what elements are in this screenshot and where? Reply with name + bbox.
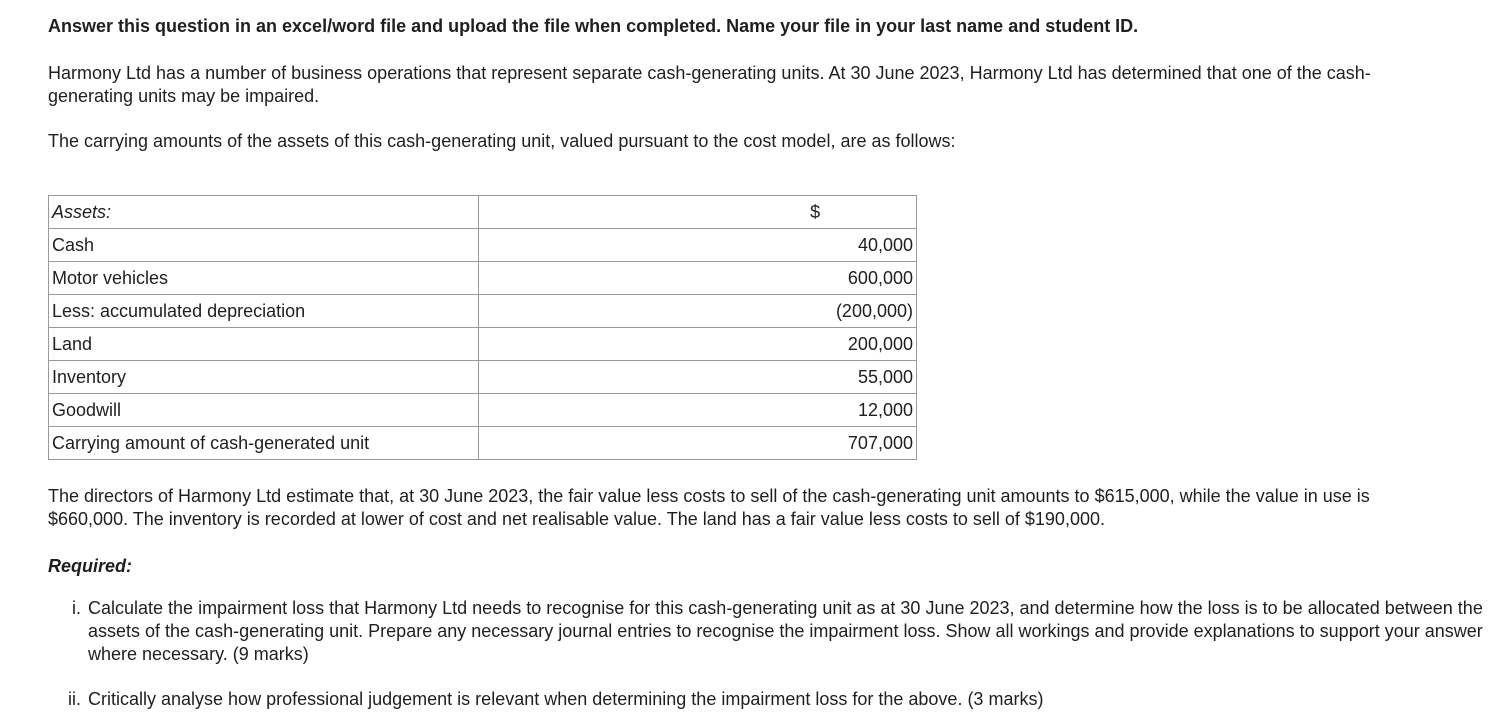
requirement-number: i. — [72, 598, 81, 618]
requirement-number: ii. — [68, 689, 81, 709]
row-label: Inventory — [49, 361, 479, 394]
requirement-item — [68, 597, 1488, 666]
instruction-text: Answer this question in an excel/word file and upload the file when completed. Name your file in your last name and student ID. — [48, 16, 1139, 36]
table-row — [49, 394, 917, 427]
row-amount: 707,000 — [479, 427, 917, 460]
table-row — [49, 295, 917, 328]
table-header-row — [49, 196, 917, 229]
row-label: Goodwill — [49, 394, 479, 427]
table-row — [49, 328, 917, 361]
row-label: Cash — [49, 229, 479, 262]
row-label: Carrying amount of cash-generated unit — [49, 427, 479, 460]
required-heading: Required: — [48, 556, 133, 576]
currency-header-cell: $ — [479, 196, 917, 229]
table-row — [49, 361, 917, 394]
row-amount: 12,000 — [479, 394, 917, 427]
row-amount: 55,000 — [479, 361, 917, 394]
row-label: Less: accumulated depreciation — [49, 295, 479, 328]
row-label: Motor vehicles — [49, 262, 479, 295]
requirement-item — [68, 688, 1488, 711]
requirement-text: Critically analyse how professional judgement is relevant when determining the impairment loss for the above. (3 marks) — [88, 689, 1044, 709]
requirement-text: Calculate the impairment loss that Harmony Ltd needs to recognise for this cash-generating unit as at 30 June 2023, and determine how the loss is to be allocated between the assets of the cash-generating unit. Prepare any necessary journal entries to recognise the impairment loss. Show all workings and provide explanations to support your answer where necessary. (9 marks) — [88, 598, 1483, 664]
table-total-row — [49, 427, 917, 460]
row-amount: (200,000) — [479, 295, 917, 328]
estimate-paragraph: The directors of Harmony Ltd estimate that, at 30 June 2023, the fair value less costs to sell of the cash-generating unit amounts to $615,000, while the value in use is $660,000. The inventory is recorded at lower of cost and net realisable value. The land has a fair value less costs to sell of $190,000. — [48, 486, 1370, 529]
row-amount: 600,000 — [479, 262, 917, 295]
row-amount: 40,000 — [479, 229, 917, 262]
assets-header-cell: Assets: — [49, 196, 479, 229]
table-row — [49, 229, 917, 262]
assets-table — [48, 195, 917, 460]
row-label: Land — [49, 328, 479, 361]
row-amount: 200,000 — [479, 328, 917, 361]
table-intro-paragraph: The carrying amounts of the assets of this cash-generating unit, valued pursuant to the cost model, are as follows: — [48, 131, 956, 151]
table-row — [49, 262, 917, 295]
requirements-list — [68, 597, 1488, 713]
intro-paragraph: Harmony Ltd has a number of business operations that represent separate cash-generating units. At 30 June 2023, Harmony Ltd has determined that one of the cash-generating units may be impaired. — [48, 63, 1371, 106]
